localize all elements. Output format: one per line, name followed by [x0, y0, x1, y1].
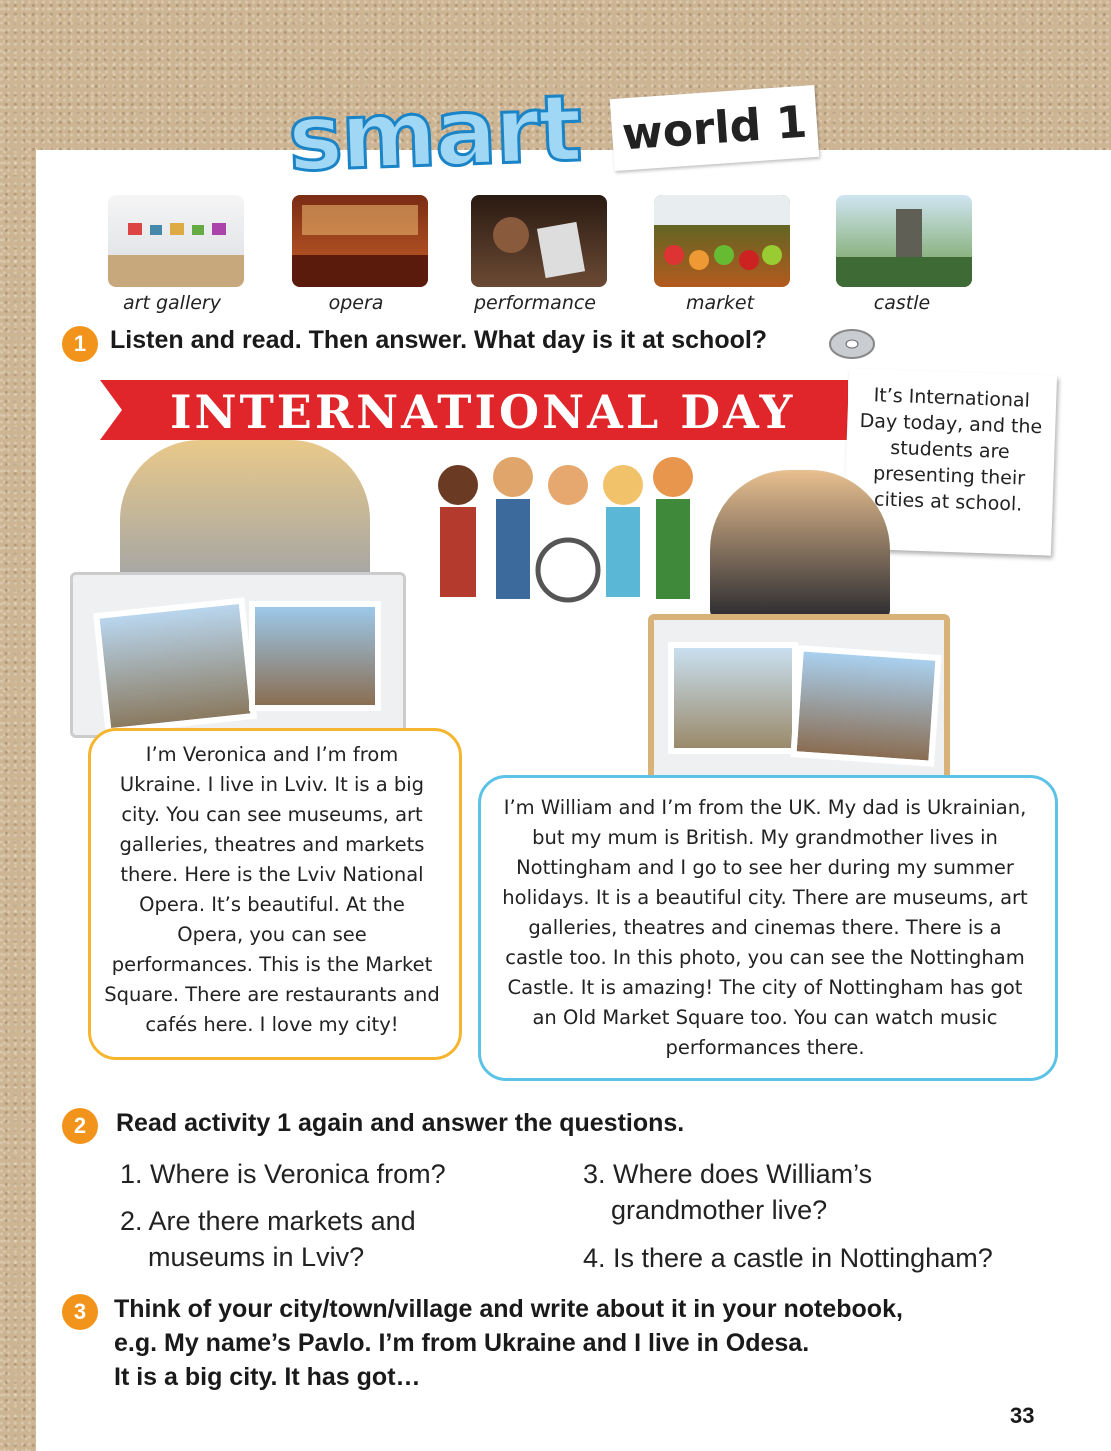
castle-picture [836, 195, 972, 287]
activity-3-line-1: Think of your city/town/village and write about it in your notebook, [114, 1295, 903, 1323]
lviv-market-square-photo [249, 601, 381, 711]
william-text: I’m William and I’m from the UK. My dad is Ukrainian, but my mum is British. My grandmother lives in Nottingham and I go to see her during my summer holidays. It is a beautiful city. There are museums, art galleries, theatres and cinemas there. There is a castle too. In this photo, you can see the Nottingham Castle. It is amazing! The city of Nottingham has got an Old Market Square too. You can watch music performances there. [502, 796, 1028, 1059]
world-label: world 1 [610, 85, 820, 171]
children-illustration [428, 455, 698, 610]
opera-photo [292, 195, 428, 287]
banner-title: INTERNATIONAL DAY [170, 385, 796, 439]
label-performance: performance [473, 292, 596, 314]
activity-3-line-2: e.g. My name’s Pavlo. I’m from Ukraine and I live in Odesa. [114, 1329, 810, 1357]
art-gallery-picture [108, 195, 244, 287]
question-2: 2. Are there markets and museums in Lviv? [120, 1206, 416, 1272]
art-gallery-photo [108, 195, 244, 287]
activity-3-line-3: It is a big city. It has got… [114, 1363, 421, 1391]
activity-1-number: 1 [62, 326, 98, 362]
children-picture [428, 455, 698, 610]
market-photo [654, 195, 790, 287]
william-illustration [710, 470, 890, 620]
label-castle: castle [873, 292, 931, 314]
question-4: 4. Is there a castle in Nottingham? [583, 1243, 993, 1273]
page-number: 33 [1010, 1403, 1035, 1428]
william-board [648, 614, 950, 786]
castle-photo [836, 195, 972, 287]
nottingham-castle-photo [668, 642, 798, 754]
label-art-gallery: art gallery [123, 292, 221, 314]
cd-icon[interactable] [828, 326, 876, 362]
lviv-opera-photo [93, 597, 257, 734]
label-market: market [685, 292, 755, 314]
nottingham-square-photo [790, 645, 941, 767]
activity-2-instruction: Read activity 1 again and answer the questions. [116, 1109, 685, 1137]
activity-1-instruction: Listen and read. Then answer. What day is it at school? [110, 326, 768, 354]
performance-picture [471, 195, 607, 287]
activity-3-number: 3 [62, 1294, 98, 1330]
performance-photo [471, 195, 607, 287]
veronica-board [70, 572, 406, 738]
question-1: 1. Where is Veronica from? [120, 1159, 446, 1189]
market-picture [654, 195, 790, 287]
veronica-text: I’m Veronica and I’m from Ukraine. I live in Lviv. It is a big city. You can see museums, art galleries, theatres and markets there. Here is the Lviv National Opera. It’s beautiful. At the Opera, you can see performances. This is the Market Square. There are restaurants and cafés here. I love my city! [104, 743, 440, 1036]
opera-picture [292, 195, 428, 287]
smart-logo: smart [286, 74, 582, 193]
question-3: 3. Where does William’s grandmother live? [583, 1159, 873, 1225]
label-opera: opera [328, 292, 384, 314]
activity-2-number: 2 [62, 1108, 98, 1144]
intro-note-text: It’s International Day today, and the students are presenting their cities at school. [859, 384, 1043, 516]
